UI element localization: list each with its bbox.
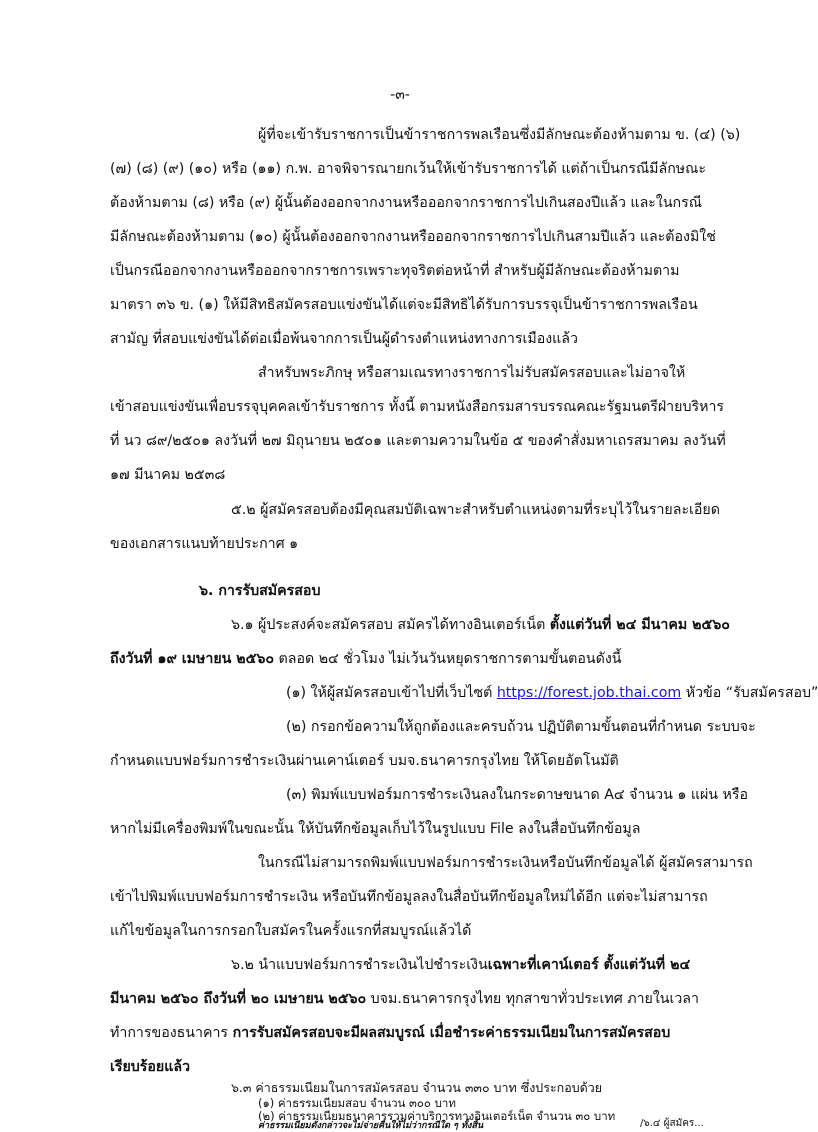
paragraph-line [231, 952, 690, 978]
list-item: (๒) ค่าธรรมเนียมธนาคารรวมค่าบริการทางอินเตอร์เน็ต จำนวน ๓๐ บาท [258, 1109, 616, 1123]
paragraph-line: แก้ไขข้อมูลในการกรอกใบสมัครในครั้งแรกที่สมบูรณ์แล้วได้ [110, 923, 472, 939]
date-range-end: ถึงวันที่ ๑๙ เมษายน ๒๕๖๐ [110, 651, 275, 667]
text-run: ทำการของธนาคาร [110, 1025, 233, 1041]
paragraph-line: ต้องห้ามตาม (๘) หรือ (๙) ผู้นั้นต้องออกจากงานหรือออกจากราชการไปเกินสองปีแล้ว และในกรณี [110, 195, 702, 211]
paragraph-line: ในกรณีไม่สามารถพิมพ์แบบฟอร์มการชำระเงินหรือบันทึกข้อมูลได้ ผู้สมัครสามารถ [258, 855, 753, 871]
paragraph-line: เข้าสอบแข่งขันเพื่อบรรจุบุคคลเข้ารับราชการ ทั้งนี้ ตามหนังสือกรมสารบรรณคณะรัฐมนตรีฝ่ายบริหาร [110, 399, 725, 415]
paragraph-line: เป็นกรณีออกจากงานหรือออกจากราชการเพราะทุจริตต่อหน้าที่ สำหรับผู้มีลักษณะต้องห้ามตาม [110, 263, 680, 279]
paragraph-line [110, 646, 621, 672]
paragraph-line: เข้าไปพิมพ์แบบฟอร์มการชำระเงิน หรือบันทึกข้อมูลลงในสื่อบันทึกข้อมูลใหม่ได้อีก แต่จะไม่สามารถ [110, 889, 708, 905]
paragraph-line: ๕.๒ ผู้สมัครสอบต้องมีคุณสมบัติเฉพาะสำหรับตำแหน่งตามที่ระบุไว้ในรายละเอียด [231, 502, 720, 518]
paragraph-line: มีลักษณะต้องห้ามตาม (๑๐) ผู้นั้นต้องออกจากงานหรือออกจากราชการไปเกินสามปีแล้ว และต้องมิใช่ [110, 229, 716, 245]
text-run: ตลอด ๒๔ ชั่วโมง ไม่เว้นวันหยุดราชการตามขั้นตอนดังนี้ [274, 651, 622, 667]
list-item: (๑) ค่าธรรมเนียมสอบ จำนวน ๓๐๐ บาท [258, 1096, 456, 1110]
text-run: ๖.๑ ผู้ประสงค์จะสมัครสอบ สมัครได้ทางอินเตอร์เน็ต [231, 617, 550, 633]
page-number: -๓- [390, 87, 410, 103]
text-run: หัวข้อ “รับสมัครสอบ” [681, 685, 818, 701]
text-run: ๖.๒ นำแบบฟอร์มการชำระเงินไปชำระเงิน [231, 957, 488, 973]
paragraph-line [231, 612, 730, 638]
paragraph-line: กำหนดแบบฟอร์มการชำระเงินผ่านเคาน์เตอร์ บมจ.ธนาคารกรุงไทย ให้โดยอัตโนมัติ [110, 753, 619, 769]
date-range-start: ตั้งแต่วันที่ ๒๔ มีนาคม ๒๕๖๐ [549, 617, 730, 633]
paragraph-line: ที่ นว ๘๙/๒๕๐๑ ลงวันที่ ๒๗ มิถุนายน ๒๕๐๑ และตามความในข้อ ๕ ของคำสั่งมหาเถรสมาคม ลงวันที่ [110, 433, 726, 449]
fee-note: ค่าธรรมเนียมดังกล่าวจะไม่จ่ายคืนให้ไม่ว่ากรณีใด ๆ ทั้งสิ้น [258, 1121, 484, 1131]
text-run-bold: มีนาคม ๒๕๖๐ ถึงวันที่ ๒๐ เมษายน ๒๕๖๐ [110, 991, 367, 1007]
website-link[interactable]: https://forest.job.thai.com [496, 685, 682, 701]
list-item: (๓) พิมพ์แบบฟอร์มการชำระเงินลงในกระดาษขนาด A๔ จำนวน ๑ แผ่น หรือ [286, 787, 748, 803]
text-run: (๑) ให้ผู้สมัครสอบเข้าไปที่เว็บไซต์ [286, 685, 497, 701]
text-run-bold: การรับสมัครสอบจะมีผลสมบูรณ์ เมื่อชำระค่าธรรมเนียมในการสมัครสอบ [232, 1025, 671, 1041]
paragraph-line: สำหรับพระภิกษุ หรือสามเณรทางราชการไม่รับสมัครสอบและไม่อาจให้ [258, 365, 686, 381]
paragraph-line: ผู้ที่จะเข้ารับราชการเป็นข้าราชการพลเรือนซึ่งมีลักษณะต้องห้ามตาม ข. (๔) (๖) [258, 127, 741, 143]
paragraph-line: เรียบร้อยแล้ว [110, 1059, 191, 1075]
paragraph-line [110, 986, 699, 1012]
paragraph-line [110, 1020, 670, 1046]
paragraph-line: หากไม่มีเครื่องพิมพ์ในขณะนั้น ให้บันทึกข้อมูลเก็บไว้ในรูปแบบ File ลงในสื่อบันทึกข้อมูล [110, 821, 641, 837]
paragraph-line: มาตรา ๓๖ ข. (๑) ให้มีสิทธิสมัครสอบแข่งขันได้แต่จะมีสิทธิได้รับการบรรจุเป็นข้าราชการพลเรือน [110, 297, 698, 313]
section-heading: ๖. การรับสมัครสอบ [199, 583, 321, 599]
paragraph-line: ๑๗ มีนาคม ๒๕๓๘ [110, 467, 226, 483]
paragraph-line: ของเอกสารแนบท้ายประกาศ ๑ [110, 536, 299, 552]
continuation-text: /๖.๔ ผู้สมัคร... [640, 1118, 704, 1129]
paragraph-line: ๖.๓ ค่าธรรมเนียมในการสมัครสอบ จำนวน ๓๓๐ บาท ซึ่งประกอบด้วย [231, 1080, 603, 1095]
list-item [286, 680, 818, 706]
paragraph-line: สามัญ ที่สอบแข่งขันได้ต่อเมื่อพ้นจากการเป็นผู้ดำรงตำแหน่งทางการเมืองแล้ว [110, 331, 578, 347]
text-run-bold: เฉพาะที่เคาน์เตอร์ ตั้งแต่วันที่ ๒๔ [487, 957, 691, 973]
paragraph-line: (๗) (๘) (๙) (๑๐) หรือ (๑๑) ก.พ. อาจพิจารณายกเว้นให้เข้ารับราชการได้ แต่ถ้าเป็นกรณีมีลักษณะ [110, 161, 706, 177]
list-item: (๒) กรอกข้อความให้ถูกต้องและครบถ้วน ปฏิบัติตามขั้นตอนที่กำหนด ระบบจะ [286, 719, 756, 735]
text-run: บจม.ธนาคารกรุงไทย ทุกสาขาทั่วประเทศ ภายในเวลา [366, 991, 699, 1007]
